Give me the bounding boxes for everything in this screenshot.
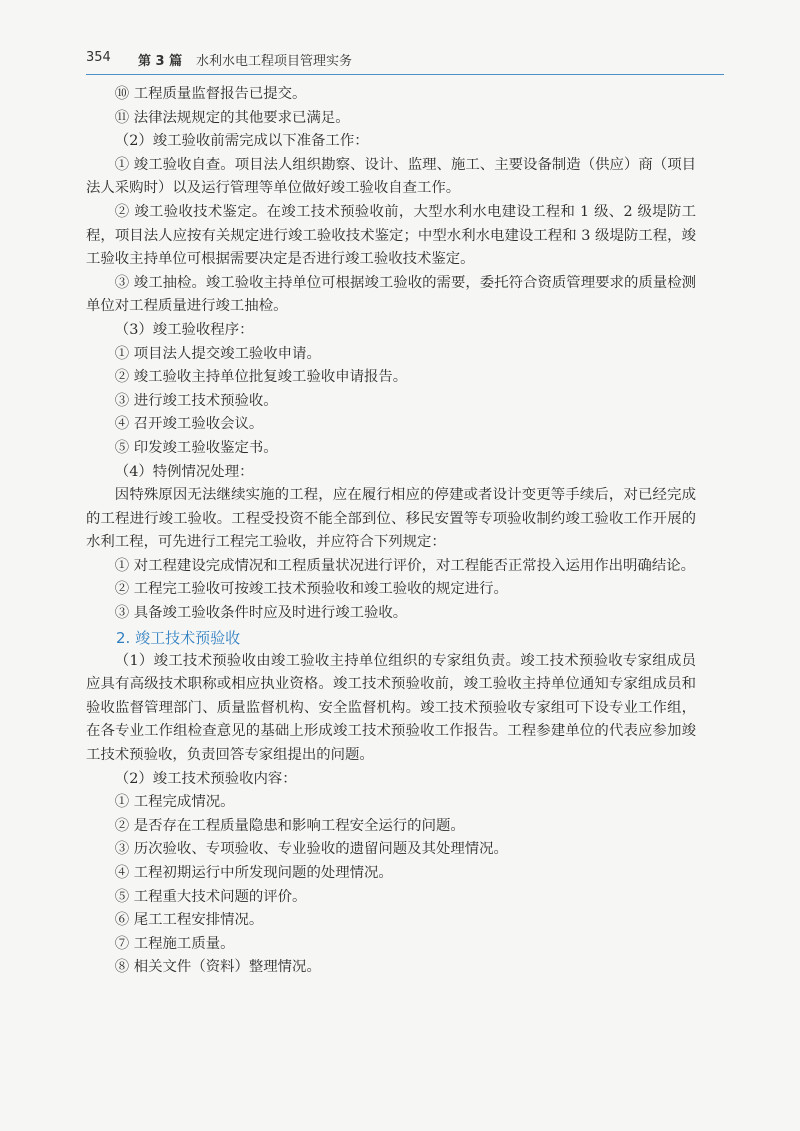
paragraph: 因特殊原因无法继续实施的工程，应在履行相应的停建或者设计变更等手续后，对已经完成的工程进行竣工验收。工程受投资不能全部到位、移民安置等专项验收制约竣工验收工作开展的水利工程，可先进行工程完工验收，并应符合下列规定：	[86, 487, 696, 551]
paragraph: ③ 竣工抽检。竣工验收主持单位可根据竣工验收的需要，委托符合资质管理要求的质量检测单位对工程质量进行竣工抽检。	[86, 274, 696, 315]
paragraph: ② 竣工验收技术鉴定。在竣工技术预验收前，大型水利水电建设工程和 1 级、2 级堤防工程，项目法人应按有关规定进行竣工验收技术鉴定；中型水利水电建设工程和 3 级堤防工程，竣工验收主持单位可根据需要决定是否进行竣工验收技术鉴定。	[86, 203, 696, 268]
section-heading: 2. 竣工技术预验收	[116, 628, 241, 647]
paragraph: （4）特例情况处理：	[114, 463, 254, 480]
paragraph: ② 是否存在工程质量隐患和影响工程安全运行的问题。	[114, 817, 465, 834]
paragraph: ① 竣工验收自查。项目法人组织勘察、设计、监理、施工、主要设备制造（供应）商（项目法人采购时）以及运行管理等单位做好竣工验收自查工作。	[86, 156, 696, 197]
paragraph: ② 竣工验收主持单位批复竣工验收申请报告。	[114, 369, 408, 386]
paragraph: ③ 进行竣工技术预验收。	[114, 392, 278, 409]
running-title: 水利水电工程项目管理实务	[196, 54, 353, 69]
paragraph: ⑤ 印发竣工验收鉴定书。	[114, 439, 278, 456]
paragraph: ③ 历次验收、专项验收、专业验收的遗留问题及其处理情况。	[114, 841, 508, 858]
paragraph: ④ 召开竣工验收会议。	[114, 416, 264, 433]
paragraph: （2）竣工验收前需完成以下准备工作：	[114, 133, 369, 150]
paragraph: ① 工程完成情况。	[114, 794, 235, 811]
page-body	[86, 83, 696, 980]
part-label: 第 3 篇	[138, 54, 183, 69]
paragraph: ① 项目法人提交竣工验收申请。	[114, 345, 321, 362]
paragraph: ④ 工程初期运行中所发现问题的处理情况。	[114, 865, 393, 881]
page-number: 354	[86, 50, 111, 65]
header-divider	[86, 74, 724, 75]
paragraph: ⑤ 工程重大技术问题的评价。	[114, 888, 307, 905]
paragraph: （3）竣工验收程序：	[114, 321, 254, 338]
paragraph: （2）竣工技术预验收内容：	[114, 770, 297, 787]
paragraph: ⑥ 尾工工程安排情况。	[114, 912, 264, 929]
paragraph: ⑦ 工程施工质量。	[114, 935, 235, 952]
paragraph: ⑪ 法律法规规定的其他要求已满足。	[114, 109, 350, 126]
paragraph: ⑩ 工程质量监督报告已提交。	[114, 86, 307, 102]
paragraph: ③ 具备竣工验收条件时应及时进行竣工验收。	[114, 605, 408, 622]
page-header	[86, 50, 726, 74]
paragraph: ① 对工程建设完成情况和工程质量状况进行评价，对工程能否正常投入运用作出明确结论。	[114, 557, 695, 574]
paragraph: （1）竣工技术预验收由竣工验收主持单位组织的专家组负责。竣工技术预验收专家组成员应具有高级技术职称或相应执业资格。竣工技术预验收前，竣工验收主持单位通知专家组成员和验收监督管理部门、质量监督机构、安全监督机构。竣工技术预验收专家组可下设专业工作组，在各专业工作组检查意见的基础上形成竣工技术预验收工作报告。工程参建单位的代表应参加竣工技术预验收，负责回答专家组提出的问题。	[86, 652, 696, 764]
paragraph: ⑧ 相关文件（资料）整理情况。	[114, 959, 321, 976]
paragraph: ② 工程完工验收可按竣工技术预验收和竣工验收的规定进行。	[114, 581, 508, 598]
